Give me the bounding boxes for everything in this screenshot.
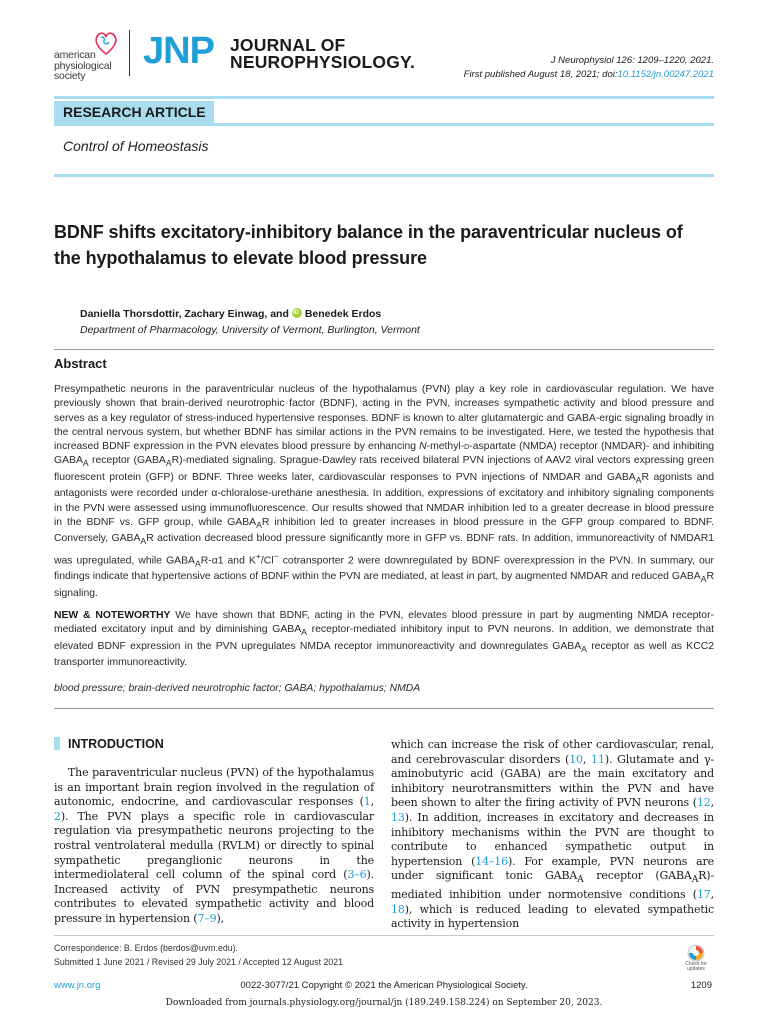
citation-link[interactable]: 13 [391, 810, 405, 824]
footer-rule [54, 935, 714, 936]
journal-name: JOURNAL OF NEUROPHYSIOLOGY. [230, 35, 416, 72]
article-type-label: RESEARCH ARTICLE [54, 101, 214, 125]
citation-link[interactable]: 2 [54, 809, 61, 823]
citation-link[interactable]: 17 [696, 888, 711, 902]
logo-divider [129, 30, 130, 76]
journal-url[interactable]: www.jn.org [54, 980, 101, 991]
citation-link[interactable]: 18 [391, 902, 405, 916]
citation-link[interactable]: 14–16 [475, 854, 508, 868]
correspondence-block: Correspondence: B. Erdos (berdos@uvm.edu). Submitted 1 June 2021 / Revised 29 July 2021 / Accepted 12 August 2021 [54, 943, 344, 967]
abstract-rule-bottom [54, 708, 714, 709]
aps-wordmark: american physiological society [54, 49, 112, 82]
article-type-rule [54, 123, 714, 126]
citation-link[interactable]: 12 [696, 796, 711, 810]
header-rule [54, 96, 714, 99]
intro-column-left: The paraventricular nucleus (PVN) of the hypothalamus is an important brain region involved in the regulation of autonomic, endocrine, and cardiovascular responses (1, 2). The PVN plays a specific role in cardiovascular regulation via presympathetic neurons projecting to the rostral ventrolateral medulla (RVLM) or directly to spinal sympathetic preganglionic neurons in the intermediolateral cell column of the spinal cord (3–6). Increased activity of PVN presympathetic neurons contributes to elevated sympathetic activity and blood pressure in hypertension (7–9), [54, 766, 374, 925]
citation-link[interactable]: 3–6 [347, 868, 367, 882]
citation-link[interactable]: 7–9 [197, 911, 217, 925]
affiliation: Department of Pharmacology, University of Vermont, Burlington, Vermont [80, 324, 420, 336]
section-rule [54, 174, 714, 177]
intro-column-right: which can increase the risk of other cardiovascular, renal, and cerebrovascular disorders (10, 11). Glutamate and γ-aminobutyric acid (GABA) are the main excitatory and inhibitory neurotransmitters within the PVN and have been shown to alter the firing activity of PVN neurons (12, 13). In addition, increases in excitatory and decreases in inhibitory mechanisms within the PVN are thought to contribute to enhanced sympathetic output in hypertension (14–16). For example, PVN neurons are under significant tonic $GABA_A$ receptor $(GABA_AR)$-mediated inhibition under normotensive conditions (17, 18), which is reduced leading to elevated sympathetic activity in hypertension [391, 738, 715, 931]
jnp-logo: JNP [143, 30, 214, 72]
aps-logo [54, 30, 124, 85]
citation-link[interactable]: 1 [363, 795, 371, 809]
citation-link[interactable]: 10 [569, 752, 583, 766]
author-name: Benedek Erdos [304, 308, 382, 320]
download-notice: Downloaded from journals.physiology.org/journal/jn (189.249.158.224) on September 20, 2023. [165, 998, 603, 1008]
page-number: 1209 [690, 980, 712, 991]
author-list: Daniella Thorsdottir, Zachary Einwag, and iD Benedek Erdos [80, 308, 381, 320]
introduction-heading: INTRODUCTION [54, 737, 164, 751]
abstract-text: Presympathetic neurons in the paraventricular nucleus of the hypothalamus (PVN) play a key role in cardiovascular regulation. We have previously shown that brain-derived neurotrophic factor (BDNF), acting in the PVN, increases sympathetic activity and blood pressure and serves as a key regulator of stress-induced hypertensive responses. BDNF is known to alter glutamatergic and GABA-ergic signaling broadly in the central nervous system, but whether BDNF has similar actions in the PVN remains to be investigated. Here, we tested the hypothesis that increased BDNF expression in the PVN elevates blood pressure by enhancing N-methyl-d-aspartate (NMDA) receptor (NMDAR)- and inhibiting $GABA_A$ receptor $(GABA_AR)$-mediated signaling. Sprague-Dawley rats received bilateral PVN injections of AAV2 viral vectors expressing green fluorescent protein (GFP) or BDNF. Three weeks later, cardiovascular responses to PVN injections of NMDAR and $GABA_AR$ agonists and antagonists were recorded under α-chloralose-urethane anesthesia. In addition, expressions of excitatory and inhibitory signaling components in the PVN were assessed using immunofluorescence. Our results showed that NMDAR inhibition led to a greater decrease in blood pressure in the BDNF vs. GFP group, while $GABA_AR$ inhibition led to greater increases in blood pressure in the GFP group compared to BDNF. Conversely, $GABA_AR$ activation decreased blood pressure significantly more in GFP vs. BDNF rats. In addition, immunoreactivity of NMDAR1 was upregulated, while $GABA_AR-\alpha 1$ and K+/Cl− cotransporter 2 were downregulated by BDNF overexpression in the PVN. In summary, our findings indicate that hypertensive actions of BDNF within the PVN are mediated, at least in part, by augmented NMDAR and reduced $GABA_AR$ signaling. [54, 384, 715, 599]
abstract-heading: Abstract [54, 356, 107, 371]
citation-link[interactable]: 11 [591, 752, 605, 766]
abstract-rule-top [54, 349, 714, 350]
new-noteworthy: NEW & NOTEWORTHY We have shown that BDNF, acting in the PVN, elevates blood pressure in part by augmenting NMDA receptor-mediated excitatory input and by diminishing $GABA_A$ receptor-mediated inhibitory input to PVN neurons. In addition, we demonstrate that elevated BDNF expression in the PVN upregulates NMDA receptor immunoreactivity and downregulates $GABA_A$ receptor as well as KCC2 transporter immunoreactivity. [54, 610, 714, 669]
article-title: BDNF shifts excitatory-inhibitory balance in the paraventricular nucleus of the hypothalamus to elevate blood pressure [54, 222, 683, 268]
doi-link[interactable]: 10.1152/jn.00247.2021 [617, 69, 714, 80]
heading-marker [54, 737, 60, 750]
citation: J Neurophysiol 126: 1209–1220, 2021. First published August 18, 2021; doi:10.1152/jn.00247.2021 [463, 55, 714, 80]
section-category: Control of Homeostasis [63, 138, 209, 154]
orcid-icon[interactable] [292, 308, 302, 318]
copyright: 0022-3077/21 Copyright © 2021 the American Physiological Society. [240, 980, 528, 991]
keywords: blood pressure; brain-derived neurotrophic factor; GABA; hypothalamus; NMDA [54, 683, 421, 694]
crossmark-label: Check for updates [685, 961, 707, 972]
